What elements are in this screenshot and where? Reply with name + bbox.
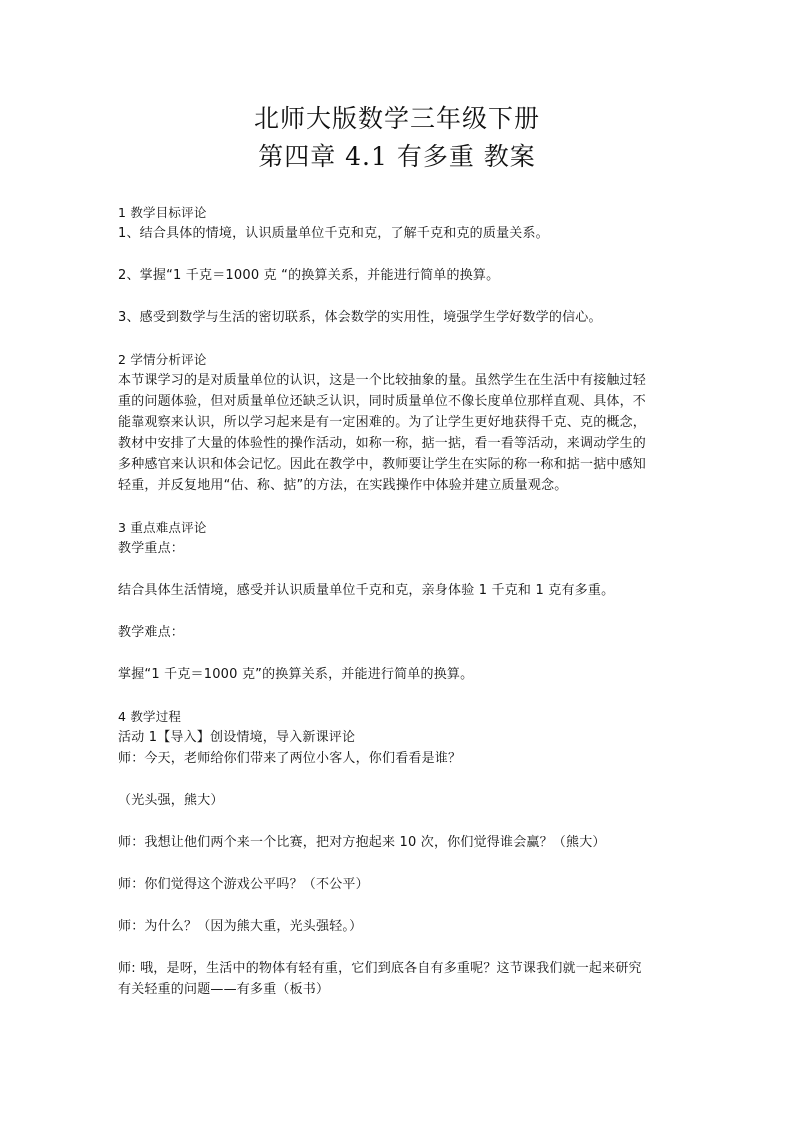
- analysis-line: 多种感官来认识和体会记忆。因此在教学中，教师要让学生在实际的称一称和掂一掂中感知: [118, 457, 647, 472]
- document-title: [0, 100, 794, 176]
- title-line-2: 第四章 4.1 有多重 教案: [258, 142, 536, 171]
- key-point-label: 教学重点：: [118, 541, 185, 556]
- objective-item: 2、掌握“1 千克＝1000 克 “的换算关系，并能进行简单的换算。: [118, 268, 500, 283]
- closing-line: 有关轻重的问题——有多重（板书）: [118, 982, 330, 997]
- dialogue-line: 师：你们觉得这个游戏公平吗？（不公平）: [118, 877, 369, 892]
- key-point-text: 结合具体生活情境，感受并认识质量单位千克和克，亲身体验 1 千克和 1 克有多重。: [118, 583, 615, 598]
- section-4-heading: 4 教学过程: [118, 709, 182, 724]
- dialogue-line: 师：我想让他们两个来一个比赛，把对方抱起来 10 次，你们觉得谁会赢？（熊大）: [118, 835, 606, 850]
- dialogue-line: 师：今天，老师给你们带来了两位小客人，你们看看是谁？: [118, 751, 462, 766]
- section-1-heading: 1 教学目标评论: [118, 205, 207, 220]
- dialogue-line: 师：为什么？（因为熊大重，光头强轻。）: [118, 919, 363, 934]
- closing-line: 师: 哦，是呀，生活中的物体有轻有重，它们到底各自有多重呢？这节课我们就一起来研究: [118, 961, 642, 976]
- analysis-line: 教材中安排了大量的体验性的操作活动，如称一称，掂一掂，看一看等活动，来调动学生的: [118, 436, 647, 451]
- activity-title: 活动 1【导入】创设情境，导入新课评论: [118, 730, 356, 745]
- section-2-heading: 2 学情分析评论: [118, 352, 207, 367]
- analysis-line: 本节课学习的是对质量单位的认识，这是一个比较抽象的量。虽然学生在生活中有接触过轻: [118, 373, 647, 388]
- analysis-line: 重的问题体验，但对质量单位还缺乏认识，同时质量单位不像长度单位那样直观、具体，不: [118, 394, 647, 409]
- title-line-1: 北师大版数学三年级下册: [253, 104, 540, 133]
- objective-item: 3、感受到数学与生活的密切联系，体会数学的实用性，境强学生学好数学的信心。: [118, 310, 602, 325]
- analysis-line: 轻重，并反复地用“估、称、掂”的方法，在实践操作中体验并建立质量观念。: [118, 478, 568, 493]
- objective-item: 1、结合具体的情境，认识质量单位千克和克，了解千克和克的质量关系。: [118, 226, 549, 241]
- section-3-heading: 3 重点难点评论: [118, 520, 207, 535]
- difficulty-label: 教学难点：: [118, 625, 185, 640]
- analysis-line: 能靠观察来认识，所以学习起来是有一定困难的。为了让学生更好地获得千克、克的概念，: [118, 415, 647, 430]
- difficulty-text: 掌握“1 千克＝1000 克”的换算关系，并能进行简单的换算。: [118, 667, 474, 682]
- dialogue-line: （光头强，熊大）: [118, 793, 224, 808]
- document-body: [118, 202, 678, 1000]
